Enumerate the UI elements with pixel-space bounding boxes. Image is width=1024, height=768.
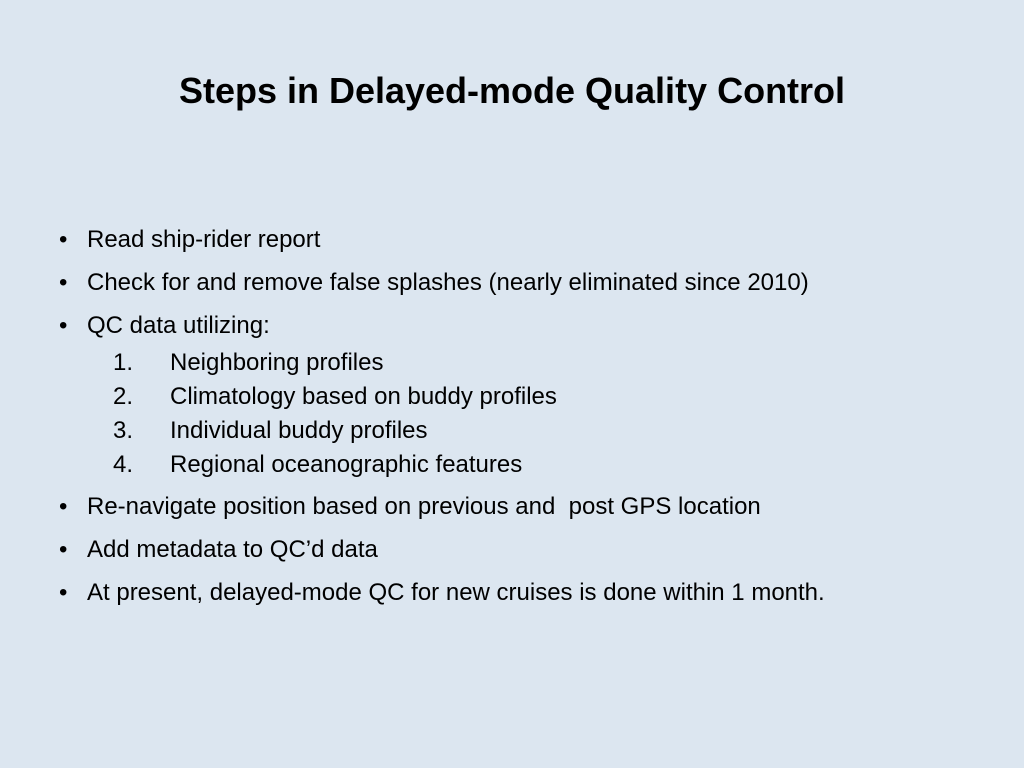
bullet-text: Add metadata to QC’d data (87, 536, 378, 563)
slide-title: Steps in Delayed-mode Quality Control (178, 70, 846, 111)
bullet-text: At present, delayed-mode QC for new cruises is done within 1 month. (87, 579, 825, 606)
bullet-item (56, 312, 996, 340)
bullet-text: QC data utilizing: (87, 312, 270, 339)
numbered-item (56, 349, 996, 377)
bullet-item (56, 269, 996, 297)
numbered-item (56, 451, 996, 479)
slide-content (56, 226, 996, 622)
bullet-item (56, 226, 996, 254)
item-text: Regional oceanographic features (170, 451, 523, 478)
numbered-list (56, 349, 996, 479)
bullet-icon: • (59, 226, 68, 253)
item-text: Individual buddy profiles (170, 417, 428, 444)
bullet-item (56, 579, 996, 607)
bullet-icon: • (59, 269, 68, 296)
item-number: 4. (113, 451, 134, 478)
bullet-icon: • (59, 536, 68, 563)
numbered-item (56, 417, 996, 445)
bullet-icon: • (59, 493, 68, 520)
bullet-item (56, 493, 996, 521)
item-text: Neighboring profiles (170, 349, 384, 376)
bullet-text: Read ship-rider report (87, 226, 321, 253)
item-number: 1. (113, 349, 134, 376)
bullet-icon: • (59, 579, 68, 606)
bullet-text: Check for and remove false splashes (nearly eliminated since 2010) (87, 269, 809, 296)
item-text: Climatology based on buddy profiles (170, 383, 557, 410)
bullet-text: Re-navigate position based on previous and post GPS location (87, 493, 761, 520)
item-number: 2. (113, 383, 134, 410)
item-number: 3. (113, 417, 134, 444)
numbered-item (56, 383, 996, 411)
bullet-item (56, 536, 996, 564)
bullet-icon: • (59, 312, 68, 339)
